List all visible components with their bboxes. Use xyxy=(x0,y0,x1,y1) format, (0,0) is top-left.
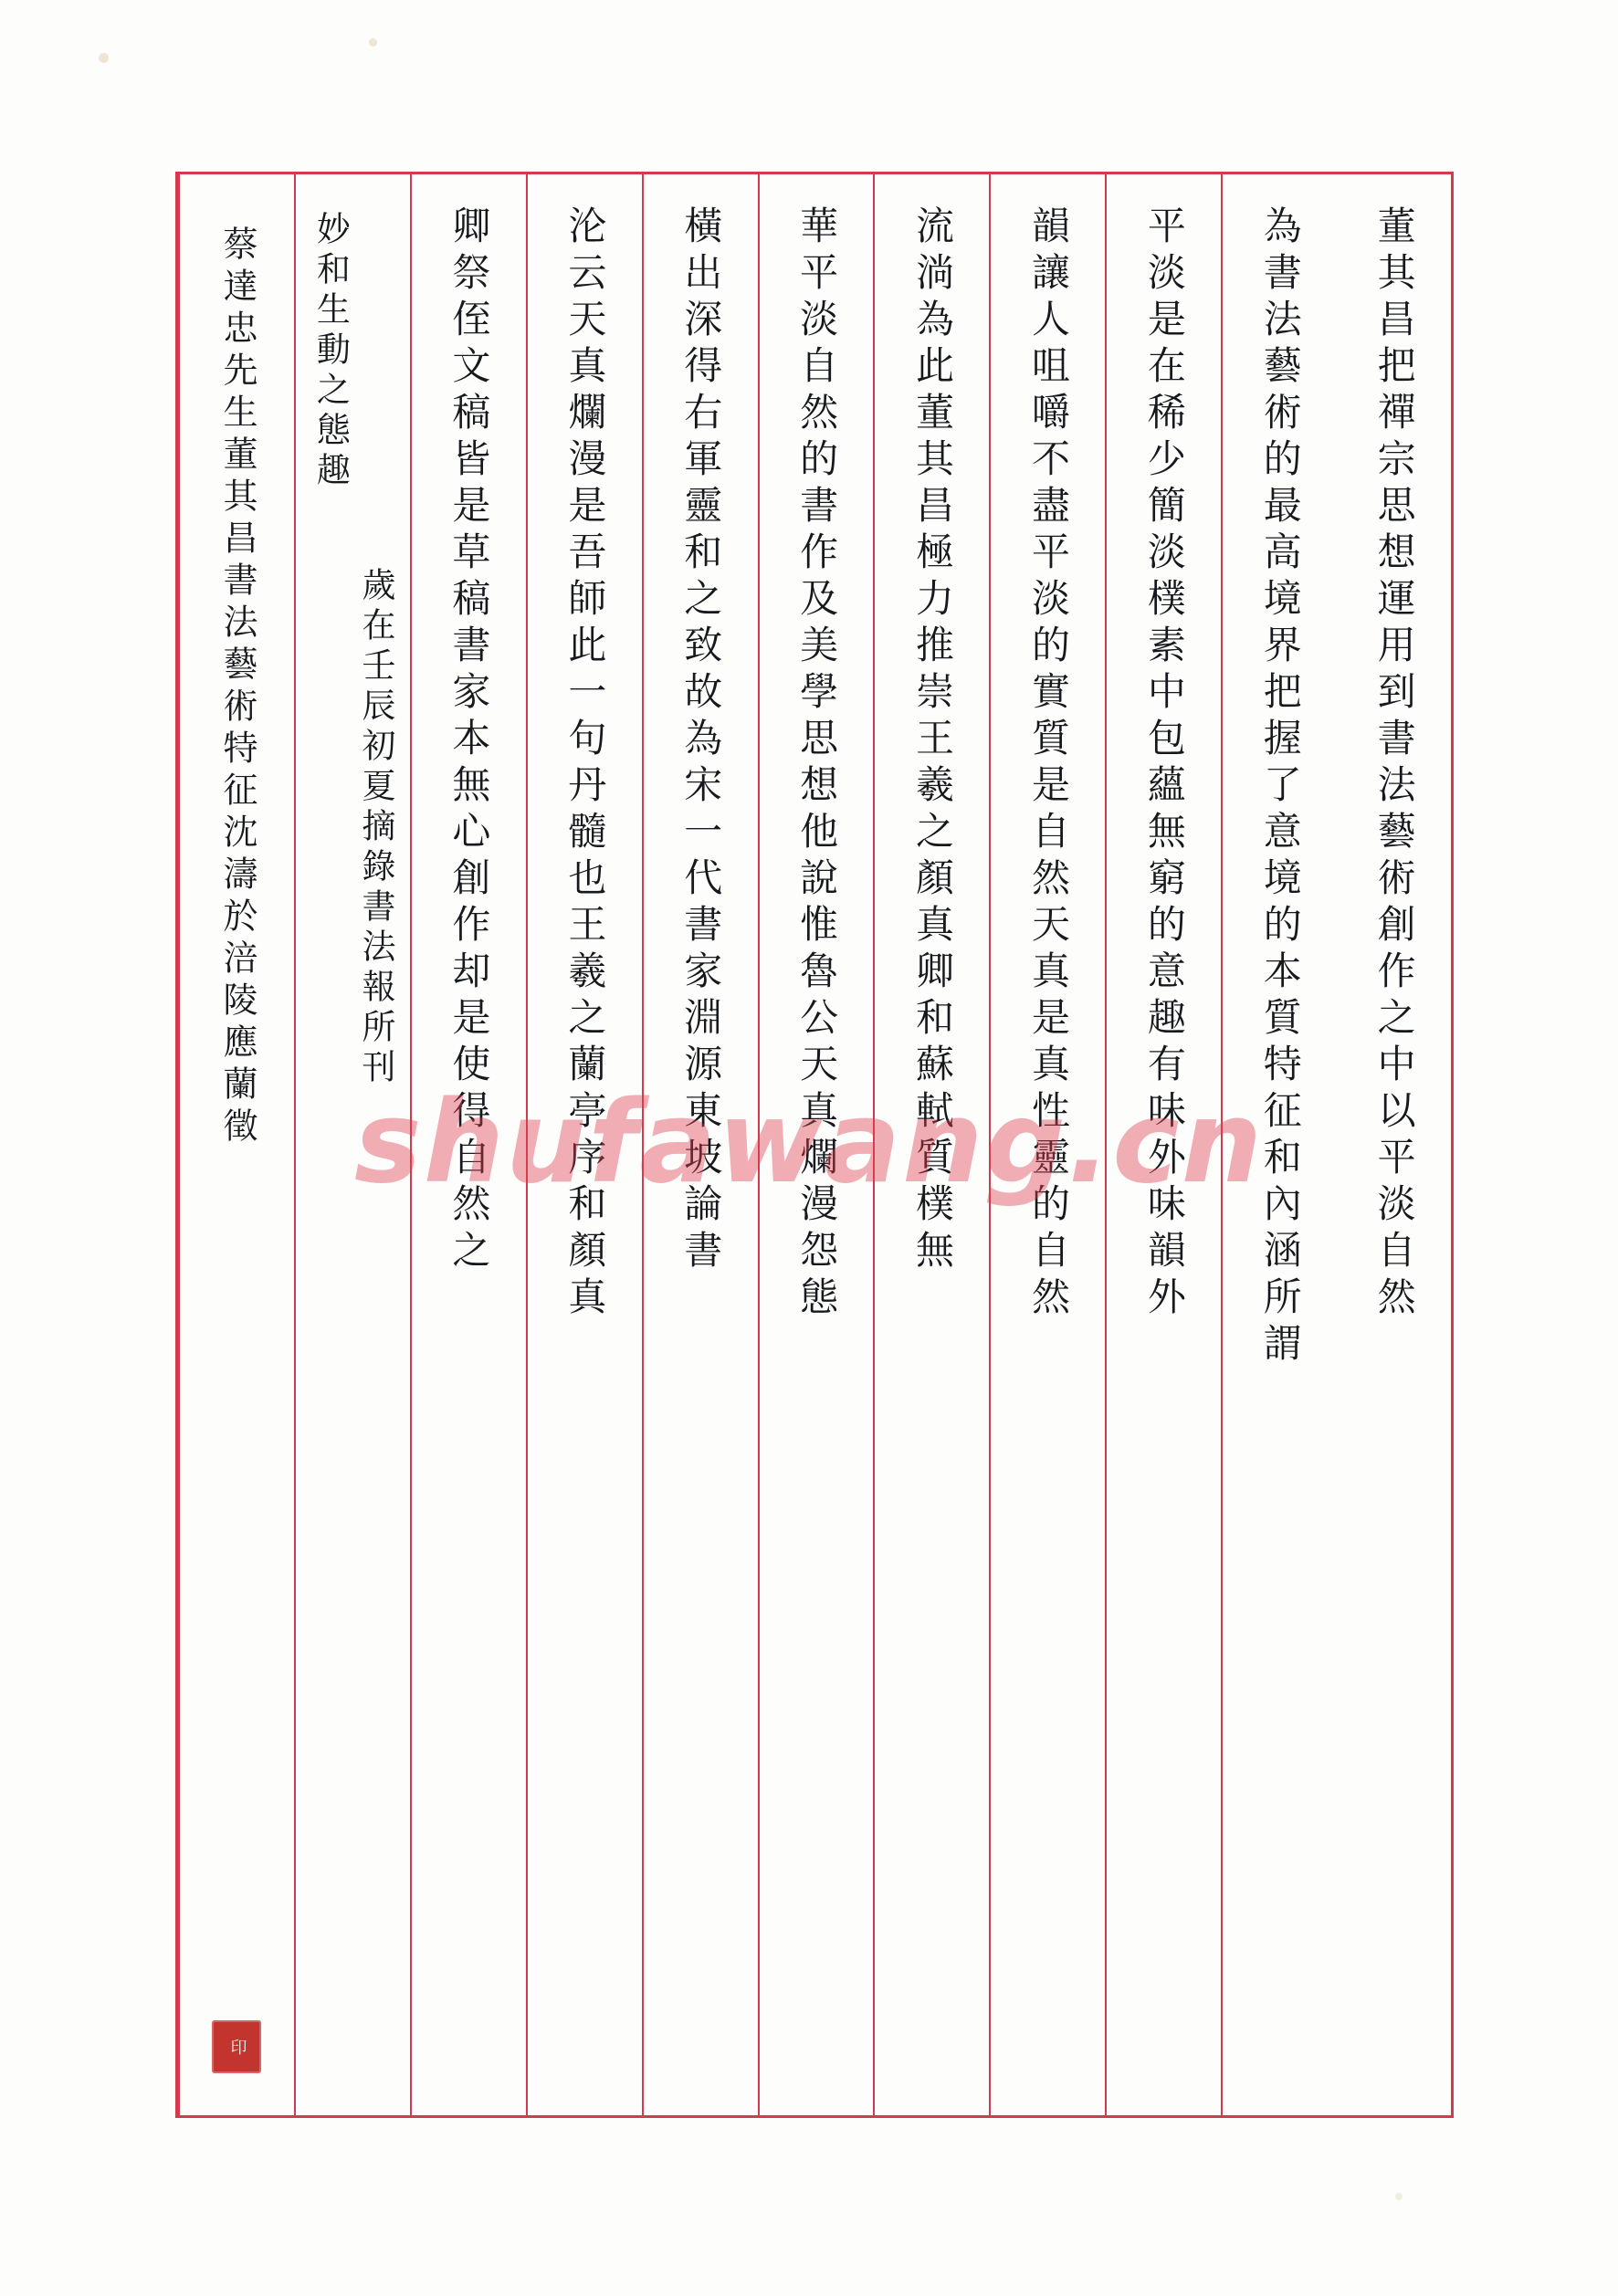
text-column-6 xyxy=(758,174,874,2115)
column-text: 韻讓人咀嚼不盡平淡的實質是自然天真是真性靈的自然 xyxy=(1025,205,1071,1323)
column-text: 平淡是在稀少簡淡樸素中包蘊無窮的意趣有味外味韻外 xyxy=(1141,205,1187,1323)
text-column-5 xyxy=(873,174,989,2115)
calligraphy-grid xyxy=(175,172,1454,2118)
column-text: 卿祭侄文稿皆是草稿書家本無心創作却是使得自然之 xyxy=(447,205,492,1276)
text-column-10 xyxy=(294,174,410,2115)
column-text: 橫出深得右軍靈和之致故為宋一代書家淵源東坡論書 xyxy=(678,205,724,1276)
column-text: 流淌為此董其昌極力推崇王羲之顏真卿和蘇軾質樸無 xyxy=(910,205,956,1276)
paper-speck xyxy=(1395,2193,1403,2200)
signature-column xyxy=(178,174,294,2115)
text-column-4 xyxy=(989,174,1105,2115)
signature-text: 蔡達忠先生董其昌書法藝術特征沈濤於涪陵應蘭徵 xyxy=(216,225,257,1149)
site-watermark: shufawang.cn xyxy=(353,1077,1265,1209)
paper-speck xyxy=(369,38,377,47)
text-column-3 xyxy=(1105,174,1221,2115)
text-column-1 xyxy=(1337,174,1451,2115)
text-column-9 xyxy=(410,174,526,2115)
column-text: 沦云天真爛漫是吾師此一句丹髓也王羲之蘭亭序和顏真 xyxy=(562,205,608,1323)
column-text: 董其昌把禪宗思想運用到書法藝術創作之中以平淡自然 xyxy=(1371,205,1417,1323)
colophon-text: 歲在壬辰初夏摘錄書法報所刊 xyxy=(355,567,395,1089)
seal-stamp xyxy=(212,2020,261,2073)
column-text: 為書法藝術的最高境界把握了意境的本質特征和內涵所謂 xyxy=(1257,205,1303,1369)
text-column-7 xyxy=(642,174,758,2115)
paper-speck xyxy=(99,53,109,63)
text-column-8 xyxy=(526,174,642,2115)
text-column-2 xyxy=(1221,174,1337,2115)
column-text: 妙和生動之態趣 xyxy=(310,211,351,492)
seal-text: 印 xyxy=(227,2039,247,2055)
column-text: 華平淡自然的書作及美學思想他說惟魯公天真爛漫怨態 xyxy=(794,205,840,1323)
